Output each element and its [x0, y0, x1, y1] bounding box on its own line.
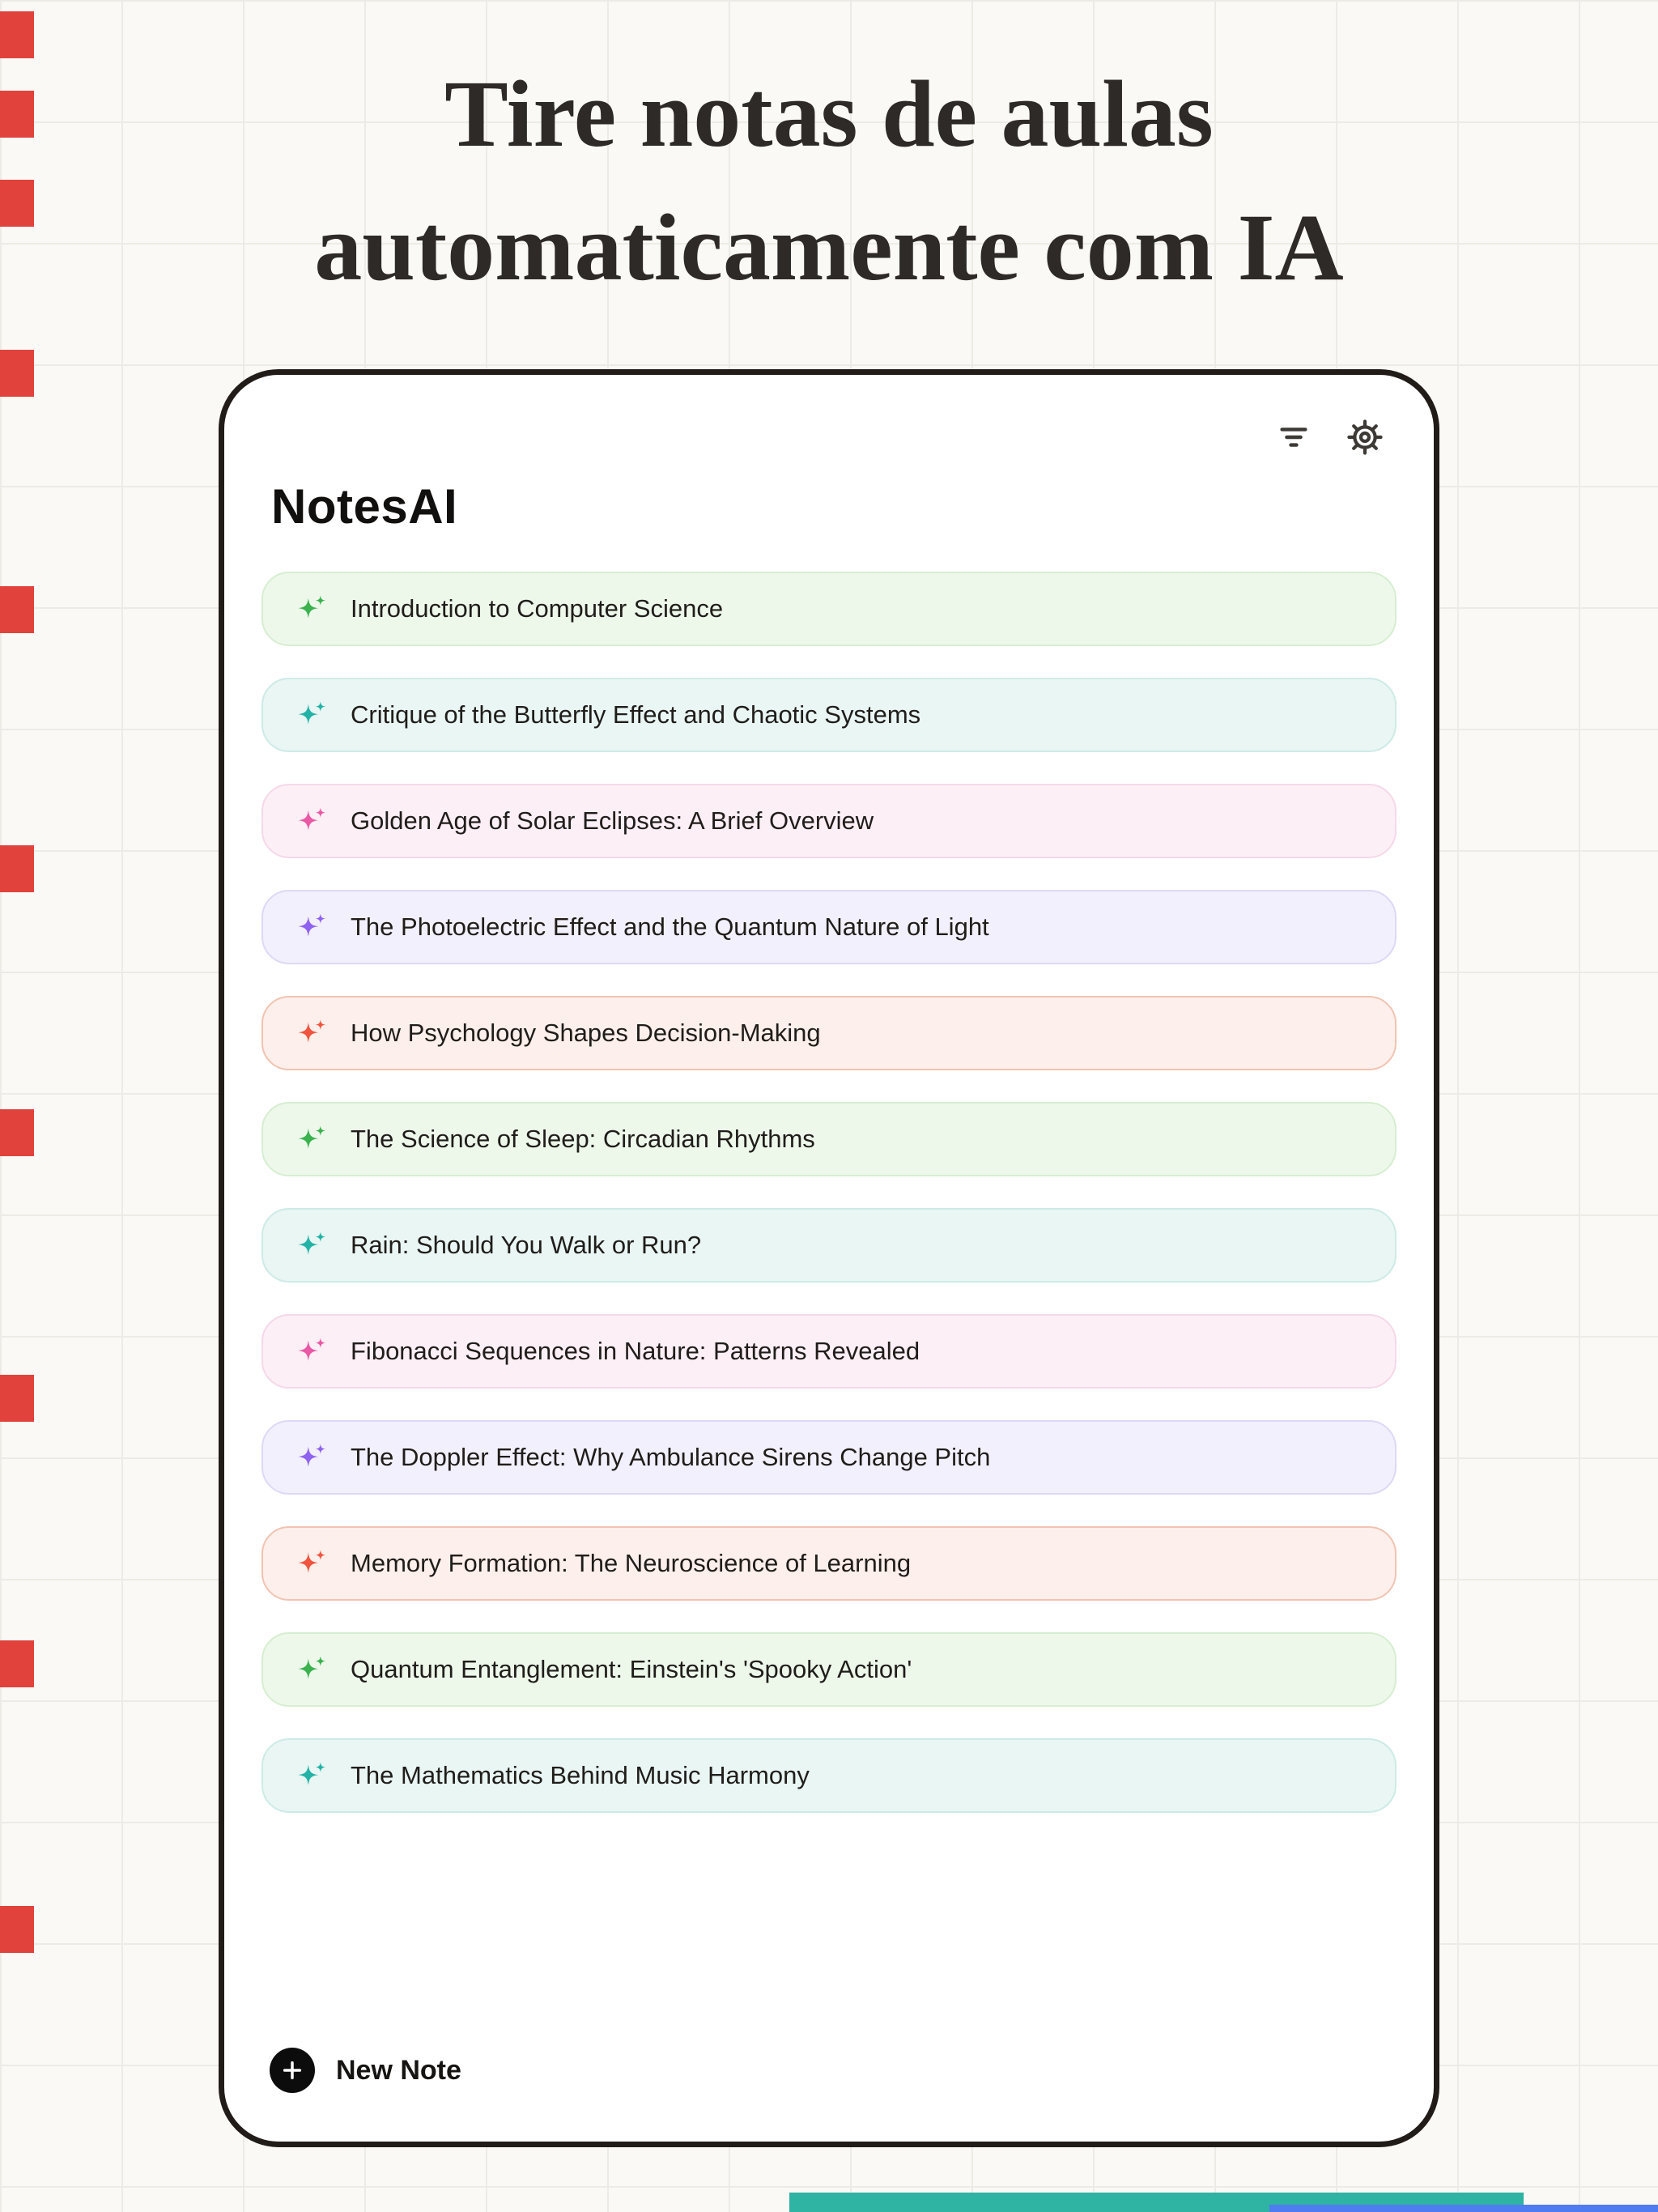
note-item[interactable] — [261, 1420, 1397, 1495]
filter-icon[interactable] — [1275, 419, 1312, 456]
sparkle-icon — [295, 1547, 328, 1580]
note-item[interactable] — [261, 1632, 1397, 1707]
edge-accent-red — [0, 91, 34, 138]
note-title: Critique of the Butterfly Effect and Chaotic Systems — [351, 700, 921, 729]
plus-icon — [270, 2048, 315, 2093]
note-item[interactable] — [261, 784, 1397, 858]
edge-accent-red — [0, 350, 34, 397]
new-note-button[interactable] — [270, 2048, 461, 2093]
edge-accent-red — [0, 11, 34, 58]
note-item[interactable] — [261, 1738, 1397, 1813]
note-title: Quantum Entanglement: Einstein's 'Spooky Action' — [351, 1655, 912, 1683]
note-item[interactable] — [261, 890, 1397, 964]
page-title-line-1: Tire notas de aulas — [444, 61, 1214, 167]
note-item[interactable] — [261, 1102, 1397, 1176]
edge-accent-red — [0, 1640, 34, 1687]
toolbar — [1275, 419, 1384, 456]
new-note-label: New Note — [336, 2054, 461, 2086]
sparkle-icon — [295, 593, 328, 625]
note-title: The Science of Sleep: Circadian Rhythms — [351, 1125, 815, 1153]
sparkle-icon — [295, 1229, 328, 1261]
note-item[interactable] — [261, 1526, 1397, 1601]
note-item[interactable] — [261, 678, 1397, 752]
note-title: Introduction to Computer Science — [351, 594, 724, 623]
note-title: How Psychology Shapes Decision-Making — [351, 1019, 821, 1047]
edge-accent-bar — [1269, 2205, 1658, 2212]
note-item[interactable] — [261, 1314, 1397, 1389]
note-title: The Doppler Effect: Why Ambulance Sirens Change Pitch — [351, 1443, 991, 1471]
note-title: The Mathematics Behind Music Harmony — [351, 1761, 810, 1789]
note-title: Rain: Should You Walk or Run? — [351, 1231, 702, 1259]
sparkle-icon — [295, 699, 328, 731]
notes-list — [261, 572, 1397, 1813]
edge-accent-red — [0, 586, 34, 633]
note-item[interactable] — [261, 572, 1397, 646]
edge-accent-red — [0, 1906, 34, 1953]
note-title: The Photoelectric Effect and the Quantum Nature of Light — [351, 912, 989, 941]
sparkle-icon — [295, 911, 328, 943]
sparkle-icon — [295, 805, 328, 837]
edge-accent-red — [0, 845, 34, 892]
app-name: NotesAI — [271, 479, 458, 534]
sparkle-icon — [295, 1759, 328, 1792]
note-title: Golden Age of Solar Eclipses: A Brief Overview — [351, 806, 874, 835]
note-title: Memory Formation: The Neuroscience of Learning — [351, 1549, 912, 1577]
edge-accent-red — [0, 180, 34, 227]
sparkle-icon — [295, 1123, 328, 1155]
page-title-line-2: automaticamente com IA — [314, 194, 1344, 301]
edge-accent-red — [0, 1109, 34, 1156]
note-title: Fibonacci Sequences in Nature: Patterns Revealed — [351, 1337, 920, 1365]
page-title — [0, 47, 1658, 314]
edge-accent-red — [0, 1375, 34, 1422]
sparkle-icon — [295, 1335, 328, 1368]
note-item[interactable] — [261, 996, 1397, 1070]
gear-icon[interactable] — [1346, 419, 1384, 456]
app-window — [219, 369, 1439, 2147]
sparkle-icon — [295, 1017, 328, 1049]
note-item[interactable] — [261, 1208, 1397, 1283]
sparkle-icon — [295, 1653, 328, 1686]
sparkle-icon — [295, 1441, 328, 1474]
